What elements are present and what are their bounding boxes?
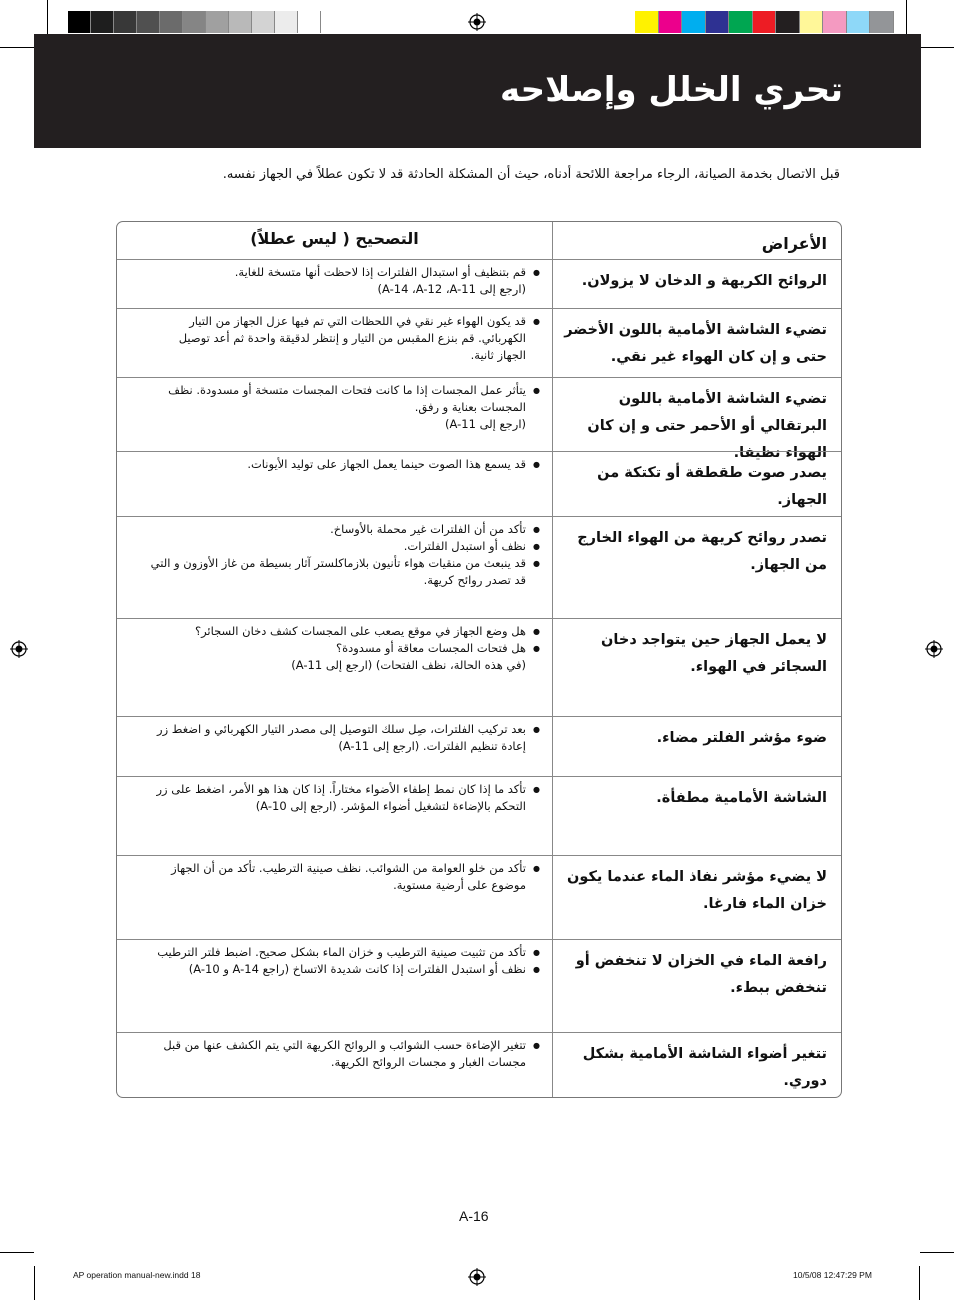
crop-mark [919,1266,920,1300]
remedy-item: ● تتغير الإضاءة حسب الشوائب و الروائح الكريهة التي يتم الكشف عنها من قبل مجسات الغبار و مجسات الروائح الكريهة. [147,1037,540,1071]
table-row [117,259,841,308]
remedy-item: ● تأكد ما إذا كان نمط إطفاء الأضواء مختاراً. إذا كان هذا هو الأمر، اضغط على زر التحكم بالإضاءة لتشغيل أضواء المؤشر. (ارجع إلى A-10) [147,781,540,815]
symptom-cell: تضيء الشاشة الأمامية باللون الأخضر حتى و إن كان الهواء غير نقي. [564,322,827,365]
title-banner [34,34,921,148]
remedy-cell [117,260,553,308]
remedy-item: ● يتأثر عمل المجسات إذا ما كانت فتحات المجسات متسخة أو مسدودة. نظف المجسات بعناية و رفق. (ارجع إلى A-11) [147,382,540,433]
color-swatch [847,11,871,33]
symptom-cell: تصدر روائح كريهة من الهواء الخارج من الجهاز. [577,530,827,573]
troubleshooting-table [116,221,842,1098]
color-swatch [870,11,894,33]
color-swatch [635,11,659,33]
symptom-cell: يصدر صوت طقطقة أو تكتكة من الجهاز. [597,465,827,508]
table-row [117,939,841,1032]
color-swatch [823,11,847,33]
remedy-item: ● قم بتنظيف أو استبدال الفلترات إذا لاحظت أنها متسخة للغاية. (ارجع إلى A-14 ،A-12 ،A-11) [147,264,540,298]
page-title: تحري الخلل وإصلاحه [500,70,843,110]
symptom-cell: لا يضيء مؤشر نفاذ الماء عندما يكون خزان الماء فارغا. [567,869,827,912]
table-row [117,776,841,855]
remedy-cell [117,309,553,377]
color-swatch [298,11,321,33]
table-row [117,1032,841,1097]
color-swatch [729,11,753,33]
color-swatch [275,11,298,33]
crop-mark [34,1266,35,1300]
color-swatch [137,11,160,33]
remedy-item: ● قد يسمع هذا الصوت حينما يعمل الجهاز على توليد الأيونات. [147,456,540,473]
table-row [117,516,841,618]
color-swatch [659,11,683,33]
crop-mark [920,47,954,48]
file-info: AP operation manual-new.indd 18 [73,1270,201,1280]
table-row [117,377,841,461]
remedy-cell [117,856,553,939]
registration-mark-icon [10,640,28,658]
remedy-cell [117,717,553,776]
remedy-cell [117,1033,553,1097]
remedy-cell [117,378,553,451]
remedy-cell [117,452,553,516]
registration-mark-icon [925,640,943,658]
remedy-item: ● بعد تركيب الفلترات، صِل سلك التوصيل إلى مصدر التيار الكهربائي و اضغط زر إعادة تنظيم الفلترات. (ارجع إلى A-11) [147,721,540,755]
color-swatch [682,11,706,33]
remedy-column-header: التصحيح ( ليس عطلاً) [117,222,553,259]
color-calibration-bar [635,11,894,33]
color-swatch [706,11,730,33]
remedy-cell [117,940,553,1032]
remedy-item: ● هل وضع الجهاز في موقع يصعب على المجسات كشف دخان السجائر؟ [147,623,540,640]
color-swatch [753,11,777,33]
remedy-item: ● تأكد من تثبيت صينية الترطيب و خزان الماء بشكل صحيح. اضبط فلتر الترطيب [147,944,540,961]
grayscale-calibration-bar [68,11,321,33]
registration-mark-icon [468,1268,486,1286]
symptom-cell: ضوء مؤشر الفلتر مضاء. [656,730,827,746]
remedy-item: ● نظف أو استبدل الفلترات. [147,538,540,555]
symptom-cell: رافعة الماء في الخزان لا تنخفض أو تنخفض ببطء. [575,953,827,996]
symptom-cell: تتغير أضواء الشاشة الأمامية بشكل دوري. [582,1046,827,1089]
page-number: A-16 [459,1208,489,1224]
crop-mark [920,1252,954,1253]
remedy-item: ● نظف أو استبدل الفلترات إذا كانت شديدة الاتساخ (راجع A-14 و A-10) [147,961,540,978]
crop-mark [0,1252,34,1253]
table-row [117,855,841,939]
color-swatch [160,11,183,33]
symptom-cell: لا يعمل الجهاز حين يتواجد دخان السجائر في الهواء. [601,632,827,675]
color-swatch [229,11,252,33]
remedy-item: ● تأكد من خلو العوامة من الشوائب. نظف صينية الترطيب. تأكد من أن الجهاز موضوع على أرضية مستوية. [147,860,540,894]
remedy-item: ● هل فتحات المجسات معاقة أو مسدودة؟ (في هذه الحالة، نظف الفتحات) (ارجع إلى A-11) [147,640,540,674]
symptom-column-header: الأعراض [761,234,827,253]
table-header-row [117,222,841,259]
reference-note: (في هذه الحالة، نظف الفتحات) (ارجع إلى A-11) [291,658,526,672]
intro-paragraph: قبل الاتصال بخدمة الصيانة، الرجاء مراجعة اللائحة أدناه، حيث أن المشكلة الحادثة قد لا تكون عطلاً في الجهاز نفسه. [222,167,840,182]
symptom-cell: تضيء الشاشة الأمامية باللون البرتقالي أو الأحمر حتى و إن كان الهواء نظيفا. [587,391,827,461]
remedy-item: ● تأكد من أن الفلترات غير محملة بالأوساخ. [147,521,540,538]
table-row [117,451,841,516]
reference-note: (ارجع إلى A-11) [445,417,526,431]
color-swatch [183,11,206,33]
remedy-item: ● قد يكون الهواء غير نقي في اللحظات التي تم فيها عزل الجهاز من التيار الكهربائي. قم بنزع المقبس من التيار و إنتظر لدقيقة واحدة ثم أعد توصيل الجهاز ثانية. [147,313,540,364]
crop-mark [47,0,48,34]
color-swatch [114,11,137,33]
color-swatch [776,11,800,33]
remedy-cell [117,777,553,855]
crop-mark [0,47,34,48]
crop-mark [906,0,907,34]
color-swatch [91,11,114,33]
remedy-item: ● قد ينبعث من منقيات هواء تأنيون بلازماكلستر آثار بسيطة من غاز الأوزون و التي قد تصدر روائح كريهة. [147,555,540,589]
color-swatch [68,11,91,33]
color-swatch [800,11,824,33]
table-row [117,716,841,776]
print-timestamp: 10/5/08 12:47:29 PM [793,1270,872,1280]
color-swatch [252,11,275,33]
reference-note: (ارجع إلى A-14 ،A-12 ،A-11) [377,282,526,296]
registration-mark-icon [468,13,486,31]
symptom-cell: الروائح الكريهة و الدخان لا يزولان. [581,273,827,289]
symptom-cell: الشاشة الأمامية مطفأة. [656,790,827,806]
table-row [117,308,841,377]
table-row [117,618,841,716]
color-swatch [206,11,229,33]
remedy-cell [117,517,553,618]
remedy-cell [117,619,553,716]
